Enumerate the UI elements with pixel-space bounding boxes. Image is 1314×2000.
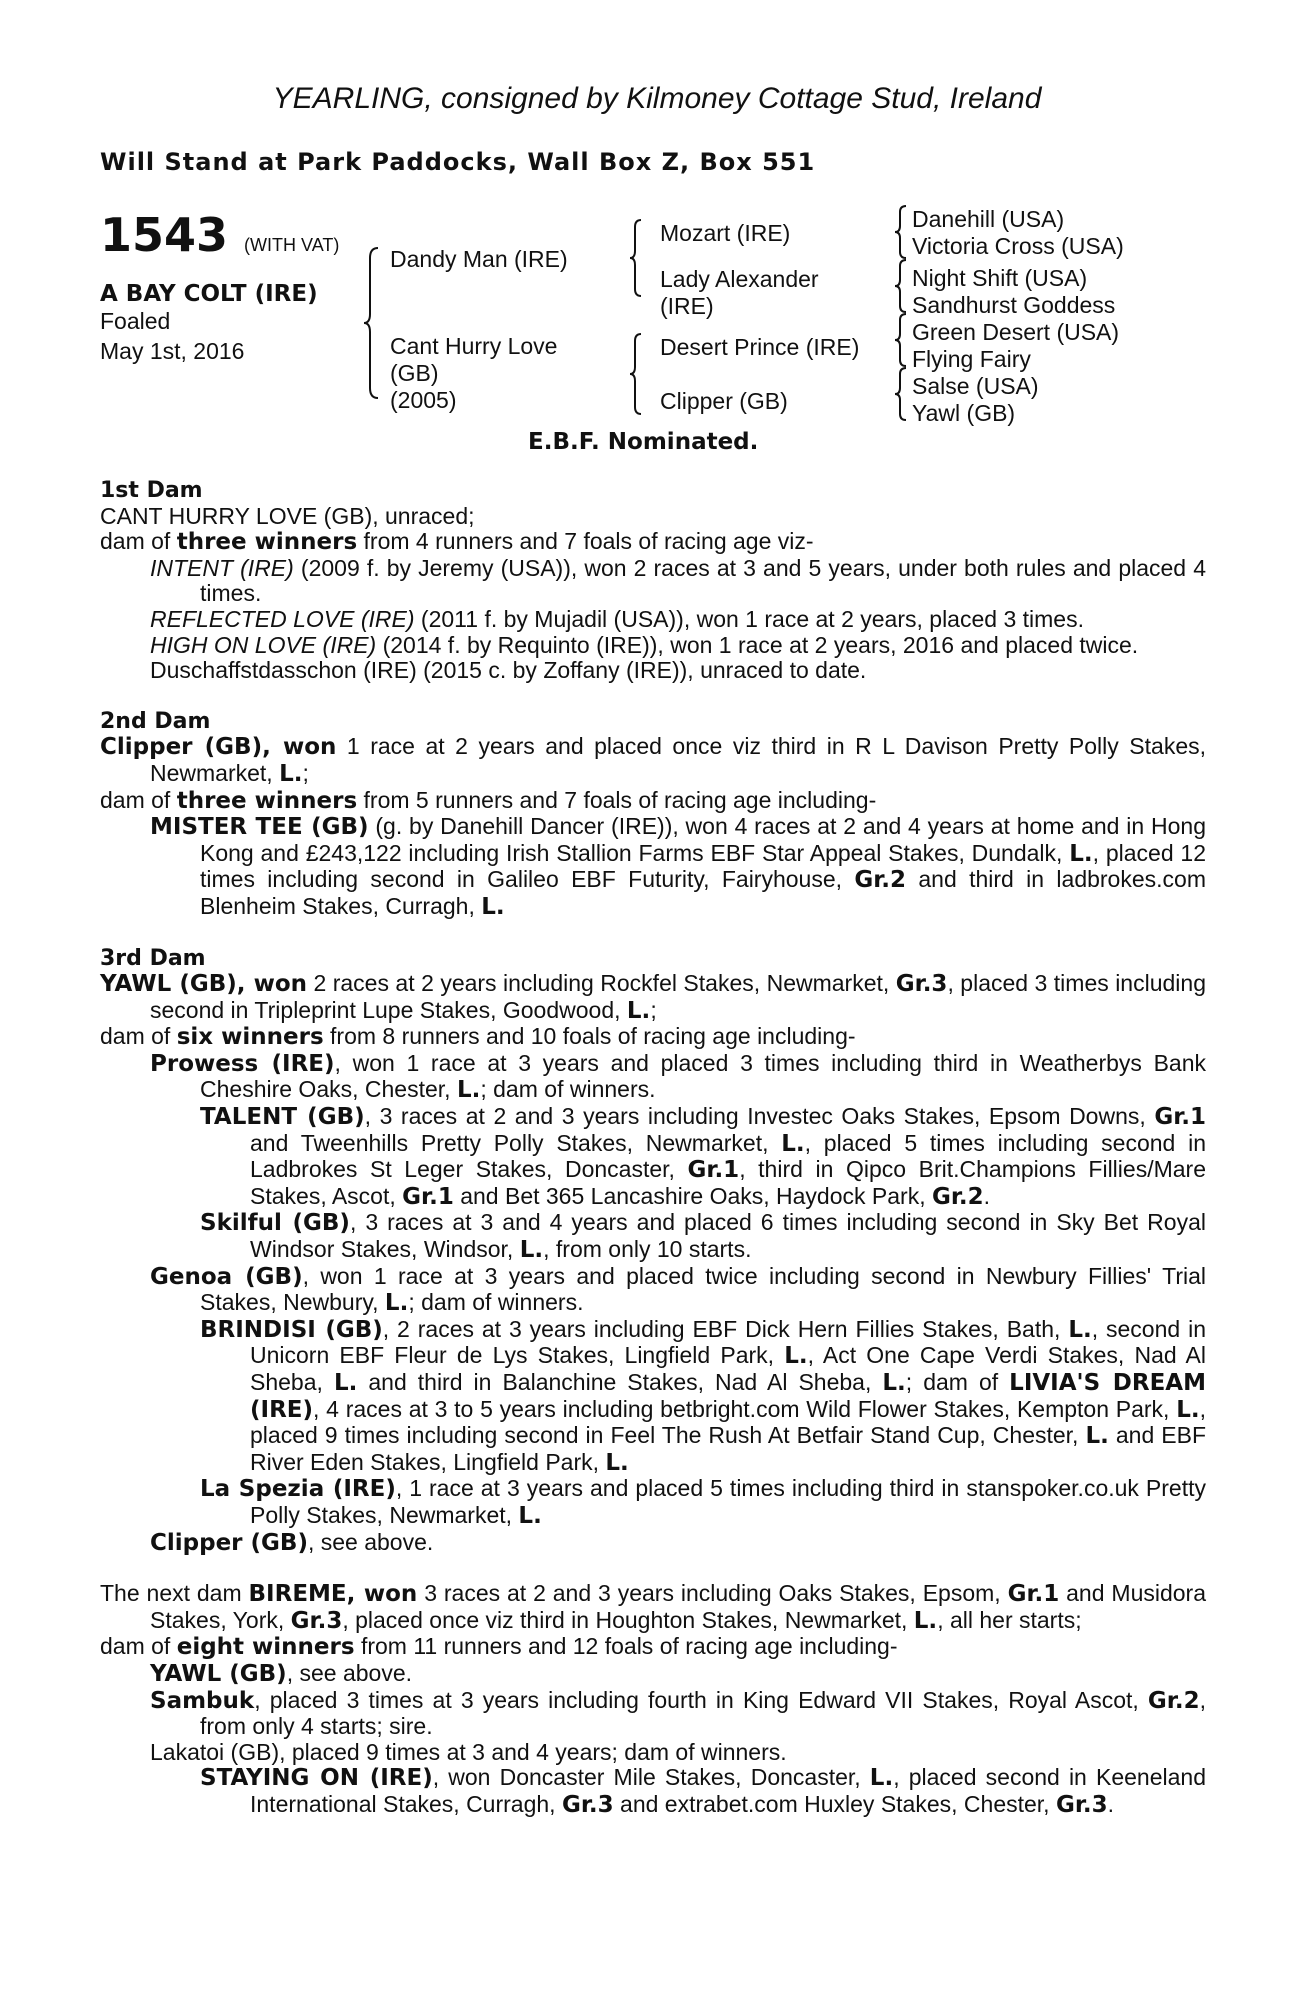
progeny-entry	[100, 814, 1206, 920]
lot-number-line	[100, 208, 339, 272]
pedigree-sire-dam-name: Lady Alexander	[660, 266, 819, 292]
listed-marker: L.	[384, 1290, 409, 1317]
group-marker: Gr.1	[687, 1157, 740, 1184]
progeny-record: (2014 f. by Requinto (IRE)), won 1 race at 2 years, 2016 and placed twice.	[376, 631, 1139, 658]
progeny-record: , see above.	[307, 1528, 434, 1555]
foaled-info	[100, 306, 244, 366]
pedigree-brace-col2-bottom	[628, 332, 644, 416]
group-marker: Gr.1	[1007, 1581, 1060, 1608]
progeny-record: , second in Unicorn EBF Fleur de Lys Stakes, Lingfield Park,	[250, 1315, 1206, 1369]
punctuation: .	[1107, 1790, 1115, 1817]
progeny-name: Skilful (GB)	[200, 1210, 350, 1237]
listed-marker: L.	[519, 1237, 544, 1264]
winner-count: six winners	[176, 1024, 324, 1051]
produce-details: from 4 runners and 7 foals of racing age viz-	[357, 528, 814, 555]
dam-record: , placed 3 times including second in Tripleprint Lupe Stakes, Goodwood,	[150, 970, 1206, 1023]
listed-marker: L.	[913, 1607, 938, 1634]
progeny-record: (g. by Danehill Dancer (IRE)), won 4 races at 2 and 4 years at home and in Hong Kong and £243,122 including Irish Stallion Farms EBF Star Appeal Stakes, Dundalk,	[200, 813, 1206, 866]
dam-name: YAWL (GB), won	[100, 971, 307, 998]
pedigree-gen3-1: Danehill (USA)	[912, 206, 1065, 232]
progeny-entry	[100, 1661, 1206, 1688]
dam-record: , placed once viz third in Houghton Stakes, Newmarket,	[342, 1606, 914, 1633]
consignment-header: YEARLING, consigned by Kilmoney Cottage Stud, Ireland	[272, 82, 1042, 115]
progeny-record: , won 1 race at 3 years and placed twice including second in Newbury Fillies' Trial Stakes, Newbury,	[200, 1262, 1206, 1316]
progeny-entry: Lakatoi (GB), placed 9 times at 3 and 4 years; dam of winners.	[150, 1738, 787, 1765]
dam-of-label: dam of	[100, 1023, 177, 1050]
pedigree-sire-dam	[660, 266, 819, 320]
dam-name: BIREME, won	[248, 1581, 418, 1608]
group-marker: Gr.3	[895, 971, 948, 998]
progeny-name: TALENT (GB)	[200, 1104, 365, 1131]
foaled-label: Foaled	[100, 308, 171, 334]
winner-count: three winners	[176, 529, 358, 556]
listed-marker: L.	[1068, 1316, 1092, 1343]
lot-description: A BAY COLT (IRE)	[100, 281, 318, 307]
group-marker: Gr.1	[1154, 1104, 1207, 1131]
progeny-name: Clipper (GB)	[150, 1529, 308, 1556]
progeny-record: , see above.	[286, 1659, 412, 1686]
listed-marker: L.	[1069, 840, 1093, 867]
pedigree-sire-dam-country: (IRE)	[660, 293, 714, 319]
progeny-record: , won Doncaster Mile Stakes, Doncaster,	[432, 1764, 870, 1791]
progeny-name: YAWL (GB)	[150, 1660, 287, 1687]
dam-of-label: dam of	[100, 1633, 177, 1660]
progeny-entry	[100, 1530, 1206, 1557]
dam-of-label: dam of	[100, 786, 177, 813]
pedigree-dam	[390, 333, 557, 414]
dam-record: and Musidora Stakes, York,	[150, 1580, 1206, 1633]
listed-marker: L.	[626, 997, 651, 1024]
progeny-entry	[100, 1264, 1206, 1317]
foaled-date: May 1st, 2016	[100, 338, 245, 364]
winner-count: eight winners	[176, 1634, 355, 1661]
next-dam-label: The next dam	[100, 1580, 249, 1607]
produce-details: from 11 runners and 12 foals of racing age including-	[354, 1633, 898, 1660]
pedigree-sire-sire: Mozart (IRE)	[660, 220, 791, 246]
dam-record: 2 races at 2 years including Rockfel Stakes, Newmarket,	[307, 970, 896, 997]
group-marker: Gr.2	[1147, 1687, 1200, 1714]
group-marker: Gr.3	[561, 1791, 614, 1818]
pedigree-dam-name: Cant Hurry Love	[390, 333, 558, 359]
progeny-entry: Duschaffstdasschon (IRE) (2015 c. by Zoffany (IRE)), unraced to date.	[150, 657, 867, 684]
catalogue-body	[100, 478, 1206, 1819]
progeny-record: and Bet 365 Lancashire Oaks, Haydock Park,	[453, 1182, 932, 1209]
progeny-record: (2009 f. by Jeremy (USA)), won 2 races at 3 and 5 years, under both rules and placed 4 times.	[200, 554, 1206, 607]
group-marker: Gr.2	[854, 867, 907, 894]
listed-marker: L.	[882, 1370, 906, 1396]
progeny-record: ; dam of winners.	[408, 1289, 584, 1316]
dam-name: Clipper (GB), won	[100, 734, 337, 761]
produce-details: from 8 runners and 10 foals of racing age including-	[323, 1023, 856, 1050]
dam-record: 1 race at 2 years and placed once viz third in R L Davison Pretty Polly Stakes, Newmarket,	[150, 733, 1207, 786]
progeny-record: , 4 races at 3 to 5 years including betbright.com Wild Flower Stakes, Kempton Park,	[313, 1395, 1177, 1422]
pedigree-brace-g3	[893, 312, 909, 368]
next-dam-summary	[100, 1581, 1206, 1634]
progeny-entry	[100, 607, 1206, 633]
progeny-name: La Spezia (IRE)	[200, 1476, 396, 1503]
pedigree-gen3-4: Sandhurst Goddess	[912, 292, 1116, 318]
progeny-record: , 3 races at 2 and 3 years including Investec Oaks Stakes, Epsom Downs,	[364, 1103, 1155, 1130]
pedigree-brace-g2	[893, 258, 909, 314]
progeny-record: , placed 9 times including second in Feel The Rush At Betfair Stand Cup, Chester,	[250, 1395, 1206, 1449]
ebf-nomination: E.B.F. Nominated.	[528, 429, 759, 455]
progeny-name: MISTER TEE (GB)	[150, 814, 369, 841]
progeny-entry	[100, 1476, 1206, 1529]
listed-marker: L.	[1085, 1423, 1109, 1450]
listed-marker: L.	[279, 760, 303, 787]
progeny-entry	[100, 1104, 1206, 1210]
progeny-record: , won 1 race at 3 years and placed 3 times including third in Weatherbys Bank Cheshire Oaks, Chester,	[200, 1049, 1206, 1103]
progeny-record: ; dam of winners.	[480, 1076, 656, 1103]
progeny-record: and EBF River Eden Stakes, Lingfield Park,	[250, 1422, 1207, 1475]
progeny-record: , placed 12 times including second in Galileo EBF Futurity, Fairyhouse,	[200, 839, 1206, 893]
progeny-name: Prowess (IRE)	[150, 1050, 335, 1077]
lot-number: 1543	[100, 208, 229, 262]
progeny-name: LIVIA'S DREAM (IRE)	[250, 1370, 1206, 1423]
group-marker: Gr.2	[931, 1183, 984, 1210]
listed-marker: L.	[518, 1502, 542, 1529]
pedigree-dam-sire: Desert Prince (IRE)	[660, 334, 860, 360]
pedigree-brace-g1	[893, 204, 909, 260]
progeny-record: , 2 races at 3 years including EBF Dick Hern Fillies Stakes, Bath,	[382, 1315, 1069, 1342]
listed-marker: L.	[605, 1449, 629, 1476]
listed-marker: L.	[456, 1077, 481, 1104]
progeny-name: HIGH ON LOVE (IRE)	[150, 631, 377, 658]
listed-marker: L.	[1176, 1396, 1200, 1423]
dam-record: , all her starts;	[937, 1606, 1082, 1633]
punctuation: ;	[302, 759, 309, 786]
first-dam-summary: CANT HURRY LOVE (GB), unraced;	[100, 502, 475, 529]
stabling-location: Will Stand at Park Paddocks, Wall Box Z, Box 551	[100, 148, 816, 176]
punctuation: .	[983, 1182, 991, 1209]
listed-marker: L.	[781, 1130, 805, 1157]
pedigree-gen3-5: Green Desert (USA)	[912, 319, 1120, 345]
third-dam-summary	[100, 971, 1206, 1024]
progeny-record: ; dam of	[905, 1369, 1010, 1395]
first-dam-produce-summary	[100, 529, 1206, 556]
next-dam-produce-summary	[100, 1634, 1206, 1661]
pedigree-dam-year: (2005)	[390, 387, 457, 413]
pedigree-gen3-8: Yawl (GB)	[912, 400, 1016, 426]
winner-count: three winners	[176, 787, 358, 814]
progeny-record: , third in Qipco Brit.Champions Fillies/Mare Stakes, Ascot,	[250, 1156, 1206, 1209]
progeny-name: Sambuk	[150, 1687, 255, 1714]
progeny-record: , placed 5 times including second in Ladbrokes St Leger Stakes, Doncaster,	[250, 1129, 1206, 1183]
group-marker: Gr.1	[402, 1183, 454, 1210]
pedigree-gen3-7: Salse (USA)	[912, 373, 1039, 399]
progeny-record: , placed second in Keeneland International Stakes, Curragh,	[250, 1764, 1206, 1817]
third-dam-produce-summary	[100, 1024, 1206, 1051]
pedigree-gen3-6: Flying Fairy	[912, 346, 1031, 372]
produce-details: from 5 runners and 7 foals of racing age including-	[357, 786, 877, 813]
dam-of-label: dam of	[100, 528, 177, 555]
progeny-record: , from only 4 starts; sire.	[200, 1686, 1206, 1740]
listed-marker: L.	[333, 1370, 358, 1396]
pedigree-brace-g4	[893, 366, 909, 422]
progeny-record: , 3 races at 3 and 4 years and placed 6 times including second in Sky Bet Royal Windsor Stakes, Windsor,	[250, 1209, 1206, 1263]
progeny-name: STAYING ON (IRE)	[200, 1765, 433, 1792]
progeny-record: , 1 race at 3 years and placed 5 times including third in stanspoker.co.uk Pretty Polly Stakes, Newmarket,	[250, 1475, 1206, 1528]
progeny-record: and third in ladbrokes.com Blenheim Stakes, Curragh,	[200, 866, 1206, 919]
progeny-record: (2011 f. by Mujadil (USA)), won 1 race at 2 years, placed 3 times.	[414, 605, 1084, 632]
progeny-record: , Act One Cape Verdi Stakes, Nad Al Sheba,	[250, 1342, 1206, 1395]
third-dam-heading: 3rd Dam	[100, 945, 206, 971]
pedigree-sire: Dandy Man (IRE)	[390, 246, 568, 272]
progeny-name: INTENT (IRE)	[150, 554, 294, 581]
pedigree-gen3-2: Victoria Cross (USA)	[912, 233, 1124, 259]
pedigree-gen3-3: Night Shift (USA)	[912, 265, 1088, 291]
progeny-entry	[100, 1317, 1206, 1477]
progeny-entry	[100, 1688, 1206, 1740]
second-dam-summary	[100, 734, 1206, 787]
pedigree-brace-col2-top	[628, 218, 644, 298]
listed-marker: L.	[784, 1343, 808, 1370]
second-dam-produce-summary	[100, 788, 1206, 815]
progeny-entry	[100, 1765, 1206, 1818]
vat-label: (WITH VAT)	[244, 235, 340, 255]
pedigree-brace-col1	[362, 246, 382, 400]
progeny-record: and Tweenhills Pretty Polly Stakes, Newmarket,	[250, 1129, 782, 1156]
progeny-entry	[100, 556, 1206, 607]
dam-record: 3 races at 2 and 3 years including Oaks Stakes, Epsom,	[417, 1580, 1008, 1607]
group-marker: Gr.3	[290, 1607, 343, 1634]
progeny-name: Genoa (GB)	[150, 1263, 303, 1290]
group-marker: Gr.3	[1055, 1791, 1108, 1818]
listed-marker: L.	[869, 1765, 894, 1792]
progeny-name: REFLECTED LOVE (IRE)	[150, 605, 415, 632]
progeny-record: , placed 3 times at 3 years including fourth in King Edward VII Stakes, Royal Ascot,	[254, 1686, 1148, 1713]
progeny-name: BRINDISI (GB)	[200, 1316, 383, 1343]
listed-marker: L.	[481, 893, 505, 920]
pedigree-dam-dam: Clipper (GB)	[660, 388, 788, 414]
pedigree-dam-country: (GB)	[390, 360, 439, 386]
progeny-entry	[100, 633, 1206, 659]
punctuation: ;	[650, 996, 657, 1023]
first-dam-heading: 1st Dam	[100, 478, 203, 503]
progeny-record: and third in Balanchine Stakes, Nad Al Sheba,	[357, 1369, 883, 1395]
progeny-record: and extrabet.com Huxley Stakes, Chester,	[613, 1790, 1056, 1817]
progeny-entry	[100, 1210, 1206, 1263]
progeny-entry	[100, 1051, 1206, 1104]
progeny-record: , from only 10 starts.	[543, 1236, 752, 1263]
second-dam-heading: 2nd Dam	[100, 708, 211, 734]
